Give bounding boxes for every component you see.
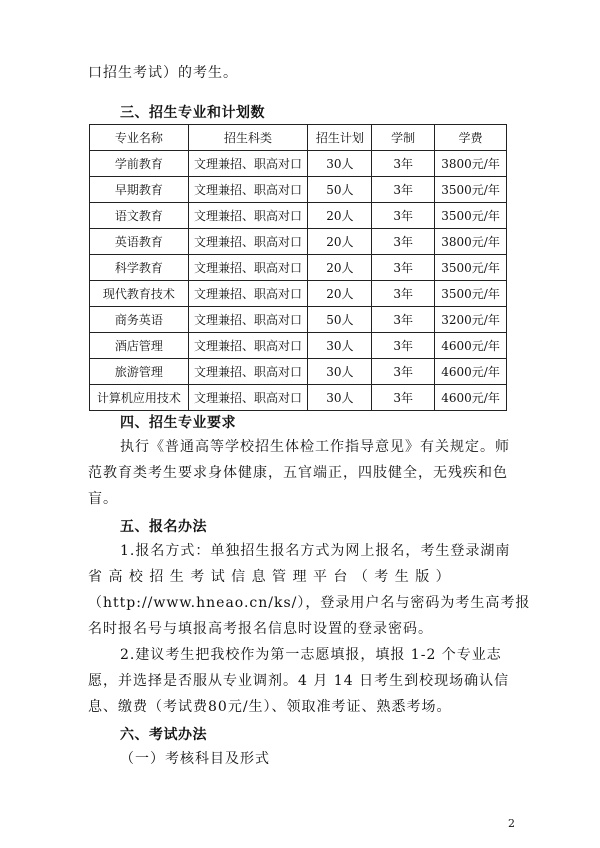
cell-major: 语文教育 <box>90 203 189 229</box>
cell-tuition: 3500元/年 <box>435 177 507 203</box>
cell-plan: 20人 <box>308 203 372 229</box>
cell-plan: 20人 <box>308 255 372 281</box>
table-row <box>90 333 507 359</box>
cell-category: 文理兼招、职高对口 <box>188 229 308 255</box>
header-category: 招生科类 <box>188 125 308 151</box>
cell-plan: 20人 <box>308 281 372 307</box>
cell-major: 学前教育 <box>90 151 189 177</box>
page-number: 2 <box>508 817 515 830</box>
table-row <box>90 385 507 411</box>
cell-category: 文理兼招、职高对口 <box>188 255 308 281</box>
cell-duration: 3年 <box>372 229 435 255</box>
table-row <box>90 151 507 177</box>
table-row <box>90 281 507 307</box>
cell-plan: 30人 <box>308 333 372 359</box>
section-5-line-1: 1.报名方式：单独招生报名方式为网上报名，考生登录湖南 <box>120 543 511 559</box>
cell-plan: 50人 <box>308 177 372 203</box>
table-row <box>90 203 507 229</box>
table-row <box>90 177 507 203</box>
table-row <box>90 307 507 333</box>
header-plan: 招生计划 <box>308 125 372 151</box>
cell-duration: 3年 <box>372 255 435 281</box>
cell-major: 旅游管理 <box>90 359 189 385</box>
table-row <box>90 229 507 255</box>
header-major: 专业名称 <box>90 125 189 151</box>
cell-category: 文理兼招、职高对口 <box>188 177 308 203</box>
cell-tuition: 3800元/年 <box>435 229 507 255</box>
section-4-heading: 四、招生专业要求 <box>120 415 236 431</box>
intro-tail-text: 口招生考试）的考生。 <box>88 65 238 81</box>
section-5-heading: 五、报名办法 <box>120 519 207 535</box>
cell-category: 文理兼招、职高对口 <box>188 281 308 307</box>
cell-plan: 30人 <box>308 151 372 177</box>
enrollment-plan-table <box>89 124 507 411</box>
section-5-line-6: 愿，并选择是否服从专业调剂。4 月 14 日考生到校现场确认信 <box>88 673 510 689</box>
cell-category: 文理兼招、职高对口 <box>188 359 308 385</box>
cell-plan: 20人 <box>308 229 372 255</box>
table-row <box>90 359 507 385</box>
header-tuition: 学费 <box>435 125 507 151</box>
section-5-line-2: 省 高 校 招 生 考 试 信 息 管 理 平 台 （ 考 生 版 ） <box>88 569 451 585</box>
cell-category: 文理兼招、职高对口 <box>188 203 308 229</box>
section-5-line-7: 息、缴费（考试费80元/生）、领取准考证、熟悉考场。 <box>88 699 452 715</box>
section-5-line-4: 名时报名号与填报高考报名信息时设置的登录密码。 <box>88 621 433 637</box>
section-5-line-5: 2.建议考生把我校作为第一志愿填报，填报 1-2 个专业志 <box>120 647 502 663</box>
cell-major: 现代教育技术 <box>90 281 189 307</box>
cell-tuition: 4600元/年 <box>435 333 507 359</box>
section-6-heading: 六、考试办法 <box>120 727 207 743</box>
cell-category: 文理兼招、职高对口 <box>188 307 308 333</box>
cell-duration: 3年 <box>372 385 435 411</box>
table-header-row <box>90 125 507 151</box>
cell-duration: 3年 <box>372 177 435 203</box>
section-5-line-3: （http://www.hneao.cn/ks/），登录用户名与密码为考生高考报 <box>88 595 531 611</box>
section-6-subheading: （一）考核科目及形式 <box>120 751 270 767</box>
cell-tuition: 3500元/年 <box>435 281 507 307</box>
cell-major: 英语教育 <box>90 229 189 255</box>
cell-duration: 3年 <box>372 151 435 177</box>
section-4-line-3: 盲。 <box>88 491 118 507</box>
cell-major: 科学教育 <box>90 255 189 281</box>
cell-category: 文理兼招、职高对口 <box>188 333 308 359</box>
cell-plan: 50人 <box>308 307 372 333</box>
cell-tuition: 4600元/年 <box>435 385 507 411</box>
cell-tuition: 4600元/年 <box>435 359 507 385</box>
cell-plan: 30人 <box>308 385 372 411</box>
cell-category: 文理兼招、职高对口 <box>188 385 308 411</box>
header-duration: 学制 <box>372 125 435 151</box>
cell-major: 早期教育 <box>90 177 189 203</box>
cell-tuition: 3800元/年 <box>435 151 507 177</box>
cell-tuition: 3200元/年 <box>435 307 507 333</box>
cell-category: 文理兼招、职高对口 <box>188 151 308 177</box>
cell-plan: 30人 <box>308 359 372 385</box>
cell-major: 酒店管理 <box>90 333 189 359</box>
cell-duration: 3年 <box>372 333 435 359</box>
table-row <box>90 255 507 281</box>
cell-duration: 3年 <box>372 359 435 385</box>
section-4-line-1: 执行《普通高等学校招生体检工作指导意见》有关规定。师 <box>120 439 510 455</box>
section-4-line-2: 范教育类考生要求身体健康，五官端正，四肢健全，无残疾和色 <box>88 465 508 481</box>
cell-duration: 3年 <box>372 307 435 333</box>
cell-major: 计算机应用技术 <box>90 385 189 411</box>
cell-major: 商务英语 <box>90 307 189 333</box>
cell-tuition: 3500元/年 <box>435 255 507 281</box>
section-3-heading: 三、招生专业和计划数 <box>120 105 265 121</box>
cell-duration: 3年 <box>372 281 435 307</box>
cell-tuition: 3500元/年 <box>435 203 507 229</box>
cell-duration: 3年 <box>372 203 435 229</box>
